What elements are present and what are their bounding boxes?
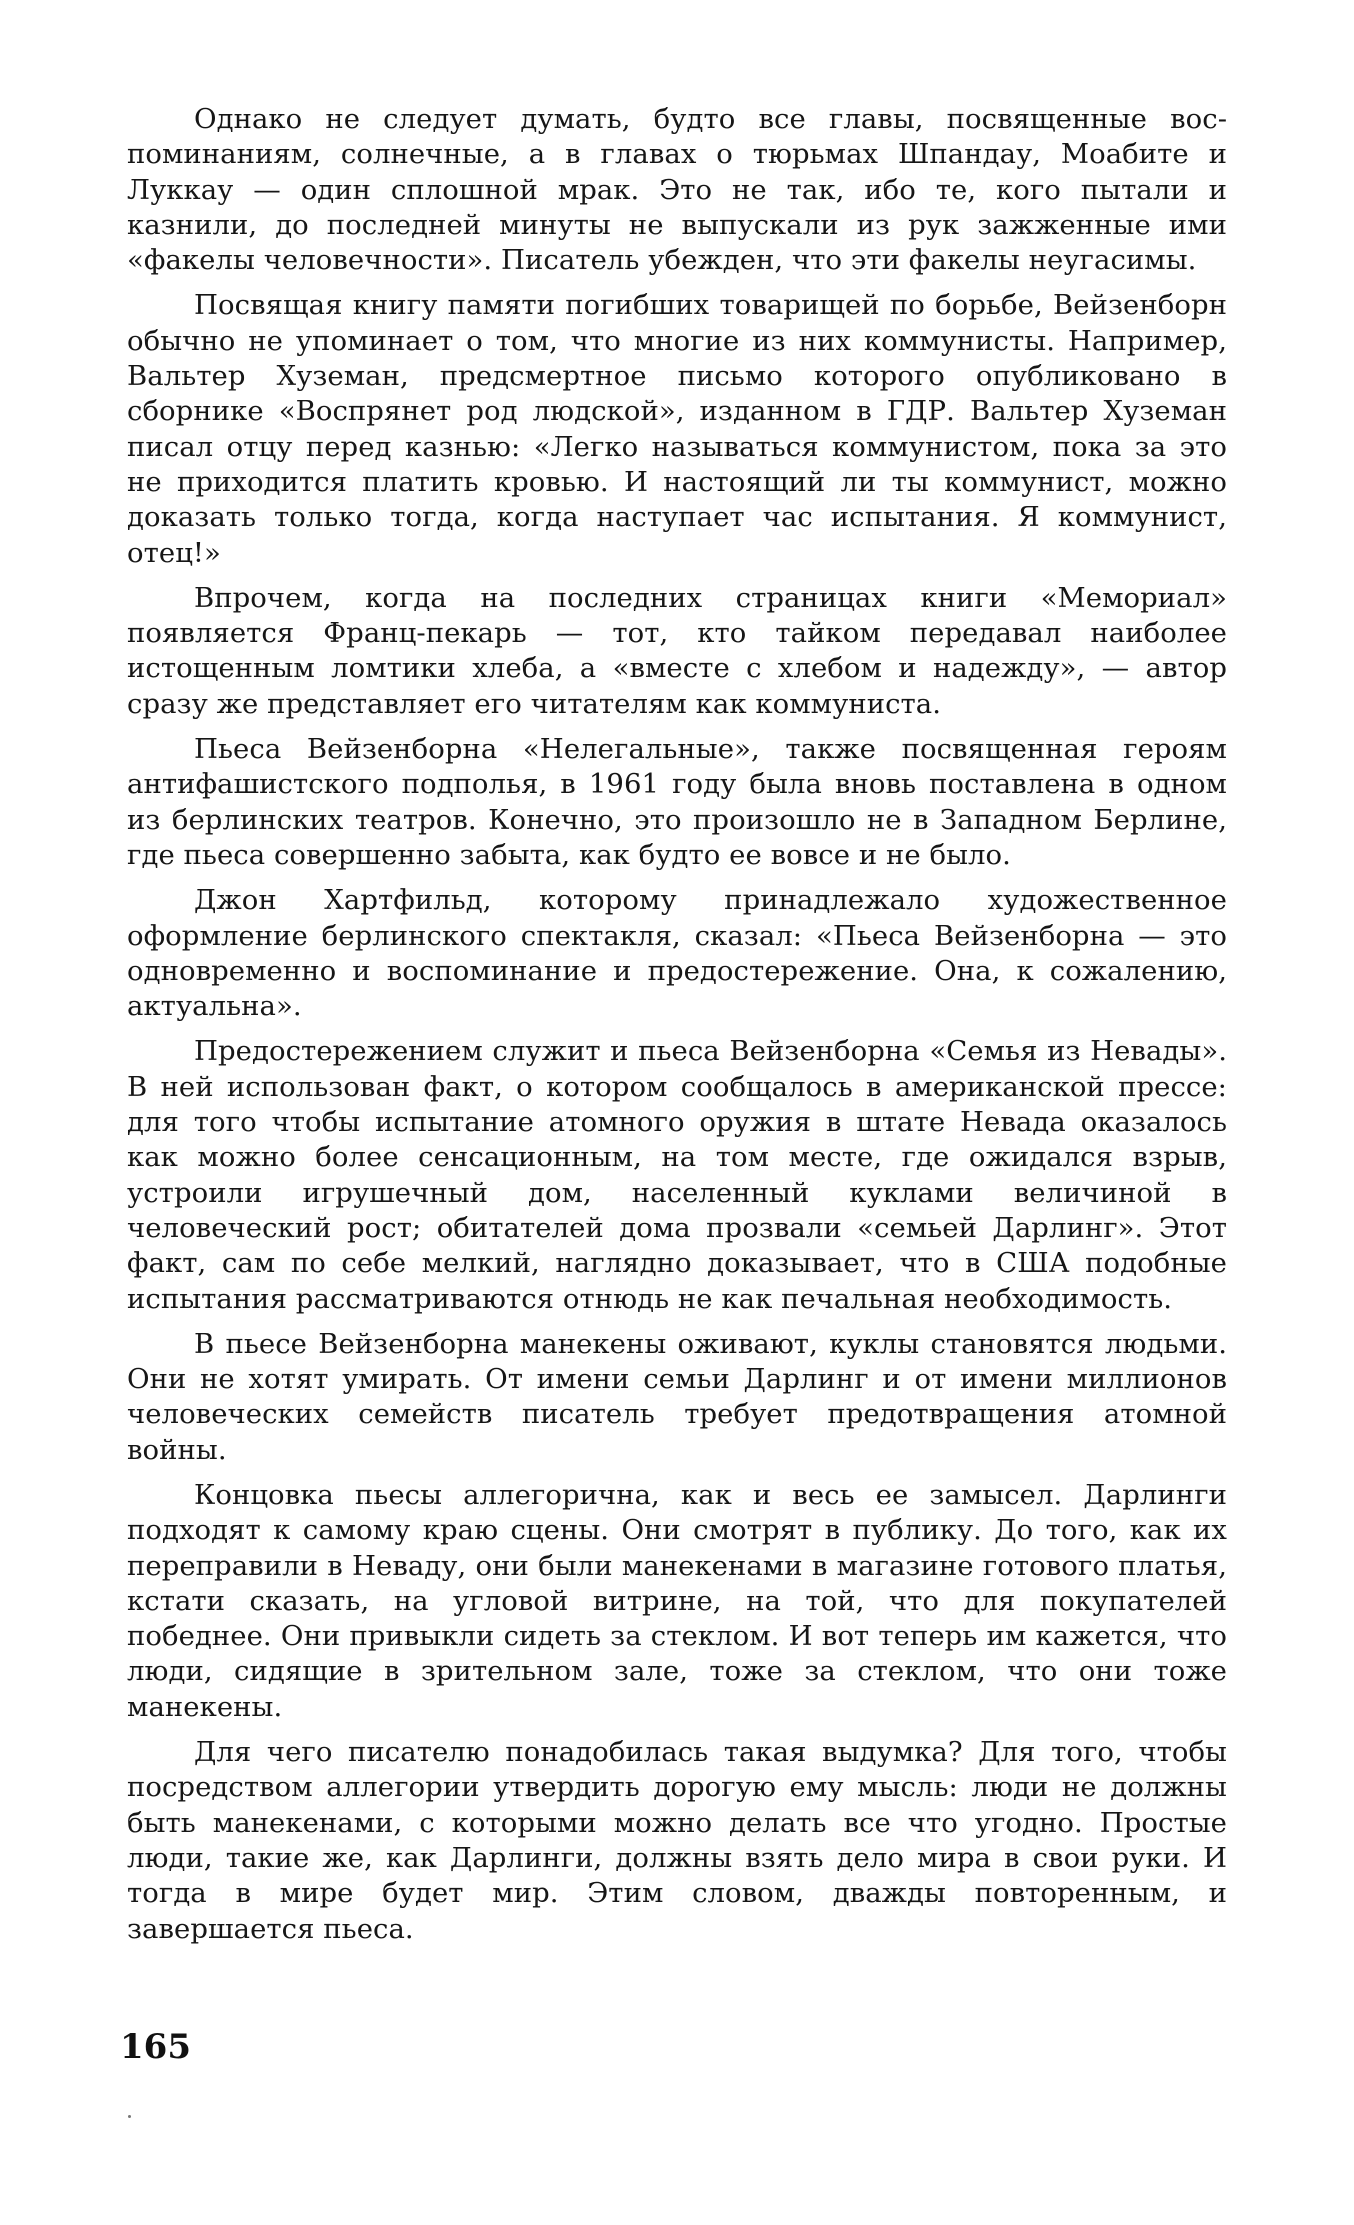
paragraph-8: Концовка пьесы аллегорична, как и весь ее замысел. Дарлинги подходят к самому краю сцены. Они смотрят в публику. До того, как их переправили в Неваду, они были манекенами в магазине готового платья, кстати сказать, на угловой витрине, на той, что для покупателей победнее. Они привыкли сидеть за стеклом. И вот теперь им кажется, что люди, сидящие в зрительном зале, тоже за стеклом, что они тоже манекены. [127, 1478, 1227, 1723]
paragraph-9: Для чего писателю понадобилась такая выдумка? Для того, чтобы посредством аллегории утвердить дорогую ему мысль: люди не должны быть манекенами, с которыми можно делать все что угодно. Простые люди, такие же, как Дарлинги, должны взять дело мира в свои руки. И тогда в мире будет мир. Этим словом, дважды повторенным, и завершается пьеса. [127, 1736, 1227, 1945]
paragraph-1: Однако не следует думать, будто все главы, посвященные воспоминаниям, солнечные, а в главах о тюрьмах Шпандау, Моабите и Луккау — один сплошной мрак. Это не так, ибо те, кого пытали и казнили, до последней минуты не выпускали из рук зажженные ими «факелы человечности». Писатель убежден, что эти факелы неугасимы. [127, 103, 1227, 277]
paragraph-7: В пьесе Вейзенборна манекены оживают, куклы становятся людьми. Они не хотят умирать. От имени семьи Дарлинг и от имени миллионов человеческих семейств писатель требует предотвращения атомной войны. [127, 1327, 1227, 1466]
paragraph-3: Впрочем, когда на последних страницах книги «Мемориал» появляется Франц-пекарь — тот, кто тайком передавал наиболее истощенным ломтики хлеба, а «вместе с хлебом и надежду», — автор сразу же представляет его читателям как коммуниста. [127, 581, 1227, 720]
print-speck [128, 2115, 131, 2118]
paragraph-5: Джон Хартфильд, которому принадлежало художественное оформление берлинского спектакля, сказал: «Пьеса Вейзенборна — это одновременно и воспоминание и предостережение. Она, к сожалению, актуальна». [127, 884, 1227, 1023]
paragraph-2: Посвящая книгу памяти погибших товарищей по борьбе, Вейзенборн обычно не упоминает о том, что многие из них коммунисты. Например, Вальтер Хуземан, предсмертное письмо которого опубликовано в сборнике «Воспрянет род людской», изданном в ГДР. Вальтер Хуземан писал отцу перед казнью: «Легко называться коммунистом, пока за это не приходится платить кровью. И настоящий ли ты коммунист, можно доказать только тогда, когда наступает час испытания. Я коммунист, отец!» [127, 289, 1227, 569]
paragraph-6: Предостережением служит и пьеса Вейзенборна «Семья из Невады». В ней использован факт, о котором сообщалось в американской прессе: для того чтобы испытание атомного оружия в штате Невада оказалось как можно более сенсационным, на том месте, где ожидался взрыв, устроили игрушечный дом, населенный куклами величиной в человеческий рост; обитателей дома прозвали «семьей Дарлинг». Этот факт, сам по себе мелкий, наглядно доказывает, что в США подобные испытания рассматриваются отнюдь не как печальная необходимость. [127, 1035, 1227, 1315]
paragraph-4: Пьеса Вейзенборна «Нелегальные», также посвященная героям антифашистского подполья, в 1961 году была вновь поставлена в одном из берлинских театров. Конечно, это произошло не в Западном Берлине, где пьеса совершенно забыта, как будто ее вовсе и не было. [127, 733, 1227, 871]
page-number: 165 [120, 2027, 191, 2067]
page-text [127, 102, 1227, 1957]
